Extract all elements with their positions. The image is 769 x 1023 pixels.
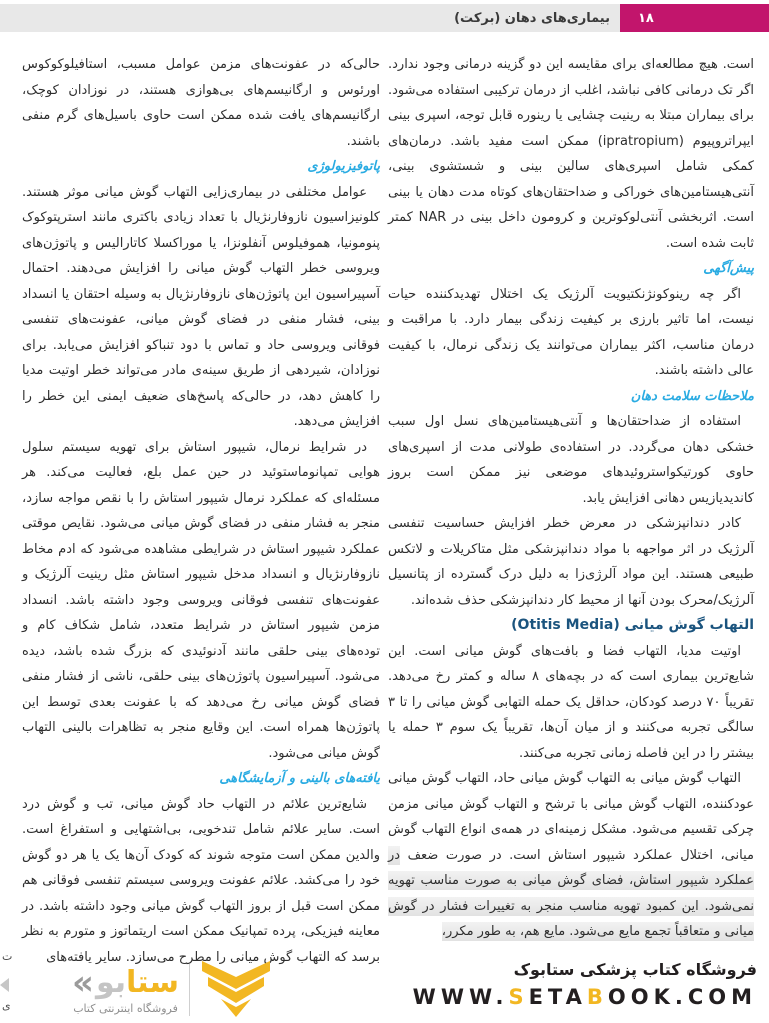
edge-artifact-triangle — [0, 978, 9, 992]
paragraph: شایع‌ترین علائم در التهاب حاد گوش میانی، تب و گوش درد است. سایر علائم شامل تندخویی، بی‌اشتهایی و استفراغ است. والدین ممکن است متوجه شوند که کودک آن‌ها یک یا هر دو گوش خود را می‌کشد. علائم عفونت ویروسی سیستم تنفسی فوقانی هم ممکن است قبل از بروز التهاب گوش میانی وجود داشته باشد. در معاینه فیزیکی، پرده تمپانیک ممکن است اریتماتوز و متورم به نظر برسد که التهاب گوش میانی را مطرح می‌سازد. سایر یافته‌های — [22, 796, 380, 965]
highlighted-text: در عملکرد شیپور استاش، فضای گوش میانی به صورت مناسب تهویه نمی‌شود. این کمبود تهویه مناسب منجر به تغییرات فشار در گوش میانی و متعاقباً تجمع مایع می‌شود. مایع هم، به طور مکرر، — [388, 847, 754, 939]
paragraph: است. هیچ مطالعه‌ای برای مقایسه این دو گزینه درمانی وجود ندارد. اگر تک درمانی کافی نباشد، اغلب از درمان ترکیبی استفاده می‌شود. برای بیماران مبتلا به رینیت چشایی یا رینوره قابل توجه، اسپری بینی ایپراتروپیوم (ipratropium) ممکن است مفید باشد. درمان‌های کمکی شامل اسپری‌های سالین بینی و شستشوی بینی، آنتی‌هیستامین‌های خوراکی و ضداحتقان‌های کوتاه مدت دهان یا بینی است. اثربخشی آنتی‌لوکوترین و کرومون داخل بینی در NAR کمتر ثابت شده است. — [388, 57, 754, 251]
store-url — [413, 985, 757, 1009]
paragraph: اگر چه رینوکونژنکتیویت آلرژیک یک اختلال تهدیدکننده حیات نیست، اما تاثیر بارزی بر کیفیت زندگی بیمار دارد. با مراقبت و درمان مناسب، اکثر بیماران می‌توانند یک زندگی نرمال، با کیفیت عالی داشته باشند. — [388, 286, 754, 378]
chevron-book-icon — [200, 961, 272, 1019]
section-heading: پاتوفیزیولوژی — [307, 159, 380, 174]
url-part: S — [508, 985, 529, 1009]
paragraph: عوامل مختلفی در بیماری‌زایی التهاب گوش میانی موثر هستند. کلونیزاسیون نازوفارنژیال با تعداد زیادی باکتری مانند استرپتوکوک پنومونیا، هموفیلوس آنفلونزا، یا موراکسلا کاتارالیس و پاتوژن‌های ویروسی خطر التهاب گوش میانی را افزایش می‌دهند. احتمال آسپیراسیون این پاتوژن‌های نازوفارنژیال به وسیله احتقان یا انسداد بینی، فشار منفی در فضای گوش میانی، عفونت‌های تنفسی فوقانی ویروسی حاد و تماس با دود تنباکو افزایش می‌یابد. برای نوزادان، شیردهی از طریق سینه‌ی مادر می‌تواند خطر اوتیت مدیا را کاهش دهد، در حالی‌که پاسخ‌های ضعیف ایمنی این خطر را افزایش می‌دهد. — [22, 184, 380, 429]
url-part: OOK.COM — [607, 985, 757, 1009]
setabook-logo — [72, 961, 272, 1019]
store-title: فروشگاه کتاب پزشکی ستابوک — [513, 960, 757, 979]
paragraph: اوتیت مدیا، التهاب فضا و بافت‌های گوش میانی است. این شایع‌ترین بیماری است که در بچه‌های ۸ ساله و کمتر رخ می‌دهد. تقریباً ۷۰ درصد کودکان، حداقل یک حمله التهابی گوش میانی را تا ۳ سالگی تجربه می‌کنند و از میان آن‌ها، تقریباً یک سوم ۳ حمله یا بیشتر را در این فاصله زمانی تجربه می‌کنند. — [388, 643, 755, 761]
header-bar — [0, 4, 620, 32]
paragraph: در شرایط نرمال، شیپور استاش برای تهویه سیستم سلول هوایی تمپانوماستوئید در حین عمل بلع، فعالیت می‌کند. هر مسئله‌ای که عملکرد نرمال شیپور استاش را با نقص مواجه سازد، منجر به فشار منفی در فضای گوش میانی می‌شود. نقایص موقتی عملکرد شیپور استاش در شرایطی مشاهده می‌شود که ادم مخاط نازوفارنژیال و انسداد مدخل شیپور استاش مثل رینیت آلرژیک و عفونت‌های تنفسی فوقانی ویروسی وجود داشته باشد. انسداد مزمن شیپور استاش در شرایط متعدد، شامل شکاف کام و توده‌های بینی حلقی مانند آدنوئیدی که بزرگ شده باشد، دیده می‌شود. آسپیراسیون پاتوژن‌های بینی حلقی، ناشی از فشار منفی فضای گوش میانی رخ می‌دهد که با عفونت بعدی توسط این پاتوژن‌ها همراه است. این وقایع منجر به تظاهرات بالینی التهاب گوش میانی می‌شود. — [22, 439, 380, 761]
column-left — [22, 52, 380, 970]
footer-store-info — [413, 960, 757, 1009]
paragraph: التهاب گوش میانی به التهاب گوش میانی حاد، التهاب گوش میانی عودکننده، التهاب گوش میانی با ترشح و التهاب گوش میانی مزمن چرکی تقسیم می‌شود. مشکل زمینه‌ای در همه‌ی انواع التهاب گوش میانی، اختلال عملکرد شیپور استاش است. در صورت ضعف در عملکرد شیپور استاش، فضای گوش میانی به صورت مناسب تهویه نمی‌شود. این کمبود تهویه مناسب منجر به تغییرات فشار در گوش میانی و متعاقباً تجمع مایع می‌شود. مایع هم، به طور مکرر، — [388, 771, 754, 939]
paragraph: حالی‌که در عفونت‌های مزمن عوامل مسبب، استافیلوکوکوس اورئوس و ارگانیسم‌های بی‌هوازی هستند، در نوزادان کوچک، ارگانیسم‌های یافت شده ممکن است حاوی باسیل‌های گرم منفی باشند. — [22, 57, 380, 149]
section-heading: یافته‌های بالینی و آزمایشگاهی — [219, 771, 380, 786]
column-right — [388, 52, 754, 945]
page-number-box — [620, 4, 769, 32]
url-part: WWW. — [412, 985, 509, 1009]
logo-word-gray — [96, 965, 179, 1000]
paragraph: استفاده از ضداحتقان‌ها و آنتی‌هیستامین‌های نسل اول سبب خشکی دهان می‌گردد. در استفاده‌ی طولانی مدت از اسپری‌های حاوی کورتیکواستروئیدهای موضعی نیز ممکن است بروز کاندیدیازیس دهانی افزایش یابد. — [388, 414, 754, 506]
edge-artifact-glyph: ت — [2, 950, 13, 963]
logo-divider — [189, 964, 190, 1016]
section-heading: ملاحظات سلامت دهان — [630, 388, 754, 404]
section-heading: پیش‌آگهی — [703, 261, 754, 276]
paragraph: کادر دندانپزشکی در معرض خطر افزایش حساسیت تنفسی آلرژیک در اثر مواجهه با مواد دندانپزشکی مثل متاکریلات و لاتکس طبیعی هستند. این مواد آلرژی‌زا به دلیل درک گسترده از پتانسیل آلرژیک/محرک بودن آنها از محیط کار دندانپزشکی حذف شده‌اند. — [388, 516, 754, 608]
logo-tagline: فروشگاه اینترنتی کتاب — [73, 1001, 178, 1015]
logo-wordmark-block — [72, 962, 180, 1015]
logo-word-yellow: ستا — [126, 965, 180, 1000]
url-part: B — [586, 985, 608, 1009]
logo-kaf-chevron-icon: « — [72, 962, 94, 1003]
edge-artifact-glyph: ی — [2, 999, 11, 1012]
url-part: ETA — [528, 985, 587, 1009]
logo-word — [96, 966, 179, 999]
page-number: ۱۸ — [638, 10, 654, 26]
logo-wordmark — [72, 962, 180, 1003]
section-heading: التهاب گوش میانی (Otitis Media) — [511, 617, 754, 633]
logo-word-gray-part: بو — [95, 965, 127, 1000]
chapter-title: بیماری‌های دهان (برکت) — [454, 10, 610, 26]
